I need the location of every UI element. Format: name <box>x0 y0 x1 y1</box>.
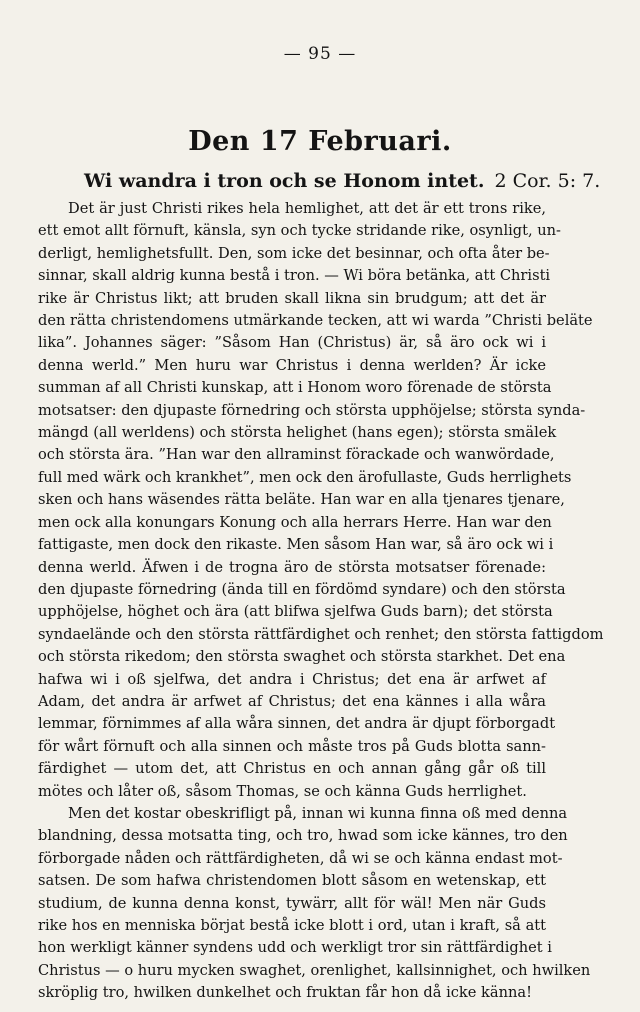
text-line: denna werld.” Men huru war Christus i denna werlden? Är icke <box>38 356 546 374</box>
text-line: och största rikedom; den största swaghet och största starkhet. Det ena <box>38 648 566 666</box>
text-line: mötes och låter oß, såsom Thomas, se och känna Guds herrlighet. <box>38 782 527 800</box>
text-line: ett emot allt förnuft, känsla, syn och tycke stridande rike, osynligt, un- <box>38 222 561 240</box>
body-text <box>38 198 604 1005</box>
text-line: den rätta christendomens utmärkande tecken, att wi warda ”Christi beläte <box>38 312 593 330</box>
verse-reference: 2 Cor. 5: 7. <box>494 170 601 192</box>
text-line: denna werld. Äfwen i de trogna äro de största motsatser förenade: <box>38 558 546 576</box>
text-line: sinnar, skall aldrig kunna bestå i tron. — Wi böra betänka, att Christi <box>38 267 551 285</box>
verse-title: Wi wandra i tron och se Honom intet. <box>84 170 485 192</box>
text-line: och största ära. ”Han war den allraminst förackade och wanwördade, <box>38 446 555 464</box>
text-line: hafwa wi i oß sjelfwa, det andra i Christus; det ena är arfwet af <box>38 670 546 688</box>
text-line: syndaelände och den största rättfärdighet och renhet; den största fattigdom <box>38 625 604 643</box>
text-line: lika”. Johannes säger: ”Såsom Han (Christus) är, så äro ock wi i <box>38 334 546 352</box>
text-line: för wårt förnuft och alla sinnen och måste tros på Guds blotta sann- <box>38 737 546 755</box>
text-line: Det är just Christi rikes hela hemlighet, att det är ett trons rike, <box>68 200 546 217</box>
text-line: Christus — o huru mycken swaghet, orenlighet, kallsinnighet, och hwilken <box>38 961 591 979</box>
text-line: rike hos en menniska börjat bestå icke blott i ord, utan i kraft, så att <box>38 917 546 934</box>
date-heading: Den 17 Februari. <box>188 126 452 157</box>
text-line: hon werkligt känner syndens udd och werkligt tror sin rättfärdighet i <box>38 939 552 957</box>
text-line: studium, de kunna denna konst, tywärr, allt för wäl! Men när Guds <box>38 894 546 912</box>
text-line: derligt, hemlighetsfullt. Den, som icke det besinnar, och ofta åter be- <box>38 244 550 262</box>
text-line: skröplig tro, hwilken dunkelhet och fruktan får hon då icke känna! <box>38 984 532 1002</box>
text-line: motsatser: den djupaste förnedring och största upphöjelse; största synda- <box>38 401 586 419</box>
text-line: förborgade nåden och rättfärdigheten, då wi se och känna endast mot- <box>38 849 563 867</box>
text-line: upphöjelse, höghet och ära (att blifwa sjelfwa Guds barn); det största <box>38 603 553 621</box>
text-line: men ock alla konungars Konung och alla herrars Herre. Han war den <box>38 513 552 531</box>
verse-line <box>84 170 601 192</box>
text-line: rike är Christus likt; att bruden skall likna sin brudgum; att det är <box>38 289 546 307</box>
page-number: — 95 — <box>283 44 357 64</box>
text-line: summan af all Christi kunskap, att i Honom woro förenade de största <box>38 379 552 397</box>
text-line: sken och hans wäsendes rätta beläte. Han war en alla tjenares tjenare, <box>38 491 565 509</box>
text-line: mängd (all werldens) och största helighet (hans egen); största smälek <box>38 424 557 442</box>
text-line: den djupaste förnedring (ända till en fördömd syndare) och den största <box>38 580 566 598</box>
text-line: lemmar, förnimmes af alla wåra sinnen, det andra är djupt förborgadt <box>38 715 556 733</box>
text-line: blandning, dessa motsatta ting, och tro, hwad som icke kännes, tro den <box>38 827 568 845</box>
text-line: Men det kostar obeskrifligt på, innan wi kunna finna oß med denna <box>68 804 568 822</box>
text-line: färdighet — utom det, att Christus en och annan gång går oß till <box>38 760 546 778</box>
text-line: satsen. De som hafwa christendomen blott såsom en wetenskap, ett <box>38 872 546 890</box>
text-line: Adam, det andra är arfwet af Christus; det ena kännes i alla wåra <box>38 692 546 710</box>
text-line: fattigaste, men dock den rikaste. Men såsom Han war, så äro ock wi i <box>38 536 554 554</box>
text-line: full med wärk och krankhet”, men ock den ärofullaste, Guds herrlighets <box>38 468 572 486</box>
